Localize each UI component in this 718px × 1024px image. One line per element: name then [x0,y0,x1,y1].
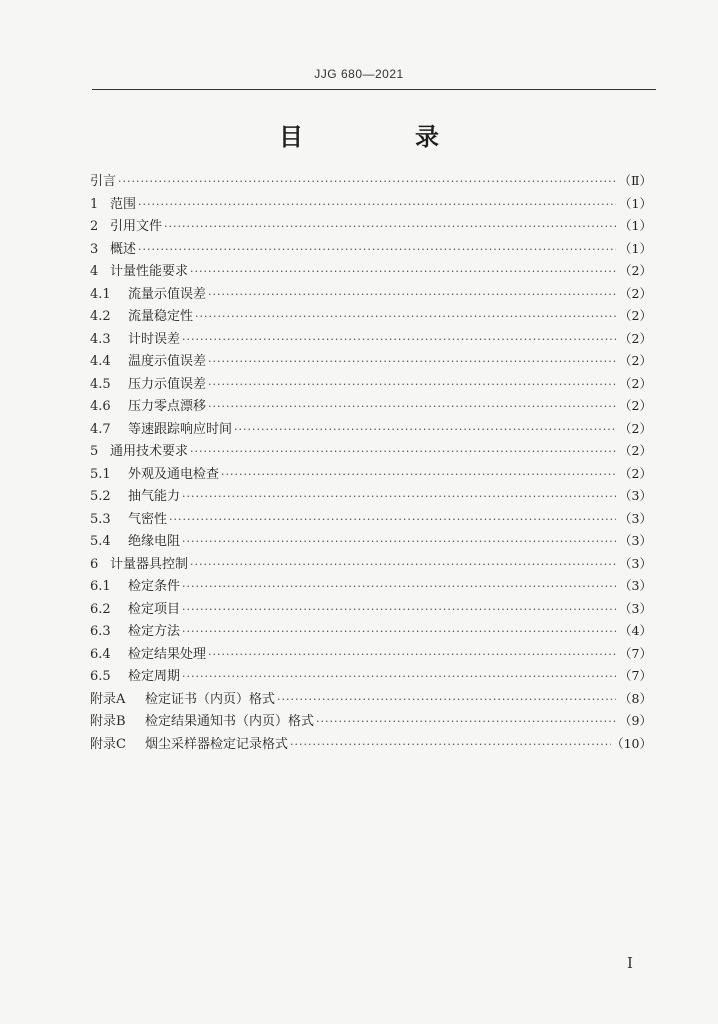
toc-entry-number: 4.4 [90,354,111,369]
toc-entry-number: 5 [90,444,99,459]
toc-entry-number: 附录B [90,714,126,729]
toc-entry-number: 5.4 [90,534,111,549]
toc-entry-number: 附录C [90,736,126,752]
toc-entry[interactable] [90,283,652,306]
toc-dot-leader [180,535,616,548]
toc-entry[interactable] [90,170,652,193]
toc-entry-number: 5.2 [90,489,111,504]
toc-entry[interactable] [90,215,652,238]
toc-dot-leader [136,198,616,211]
toc-entry-title: 压力示值误差 [128,376,207,392]
header-rule [92,89,656,90]
toc-entry-number: 2 [90,219,99,234]
toc-dot-leader [206,648,616,661]
toc-entry[interactable] [90,395,652,418]
toc-entry[interactable] [90,733,652,756]
toc-dot-leader [219,468,616,481]
toc-entry-page: （7） [619,645,652,661]
toc-entry[interactable] [90,418,652,441]
toc-dot-leader [188,558,616,571]
toc-entry-title: 检定周期 [128,669,181,684]
toc-dot-leader [206,288,616,301]
toc-entry-title: 引用文件 [110,219,163,234]
toc-dot-leader [162,220,616,233]
toc-dot-leader [180,670,616,683]
toc-entry-title: 概述 [110,241,137,257]
toc-entry-page: （1） [619,218,652,233]
toc-dot-leader [180,625,616,638]
toc-dot-leader [188,265,616,278]
toc-entry-page: （2） [619,465,652,481]
toc-entry-page: （1） [619,195,652,211]
toc-entry-title: 引言 [90,174,117,189]
toc-entry-page: （10） [611,735,652,751]
toc-entry-title: 通用技术要求 [110,444,189,459]
toc-entry[interactable] [90,643,652,666]
table-of-contents [90,170,652,755]
toc-entry-title: 范围 [110,196,137,212]
toc-dot-leader [167,513,616,526]
toc-entry-page: （1） [619,240,652,256]
toc-dot-leader [136,243,616,256]
toc-entry-page: （3） [619,555,652,571]
toc-dot-leader [180,580,616,593]
toc-entry[interactable] [90,575,652,598]
toc-entry-page: （8） [619,690,652,706]
toc-entry-title: 流量示值误差 [128,286,207,302]
toc-entry-title: 外观及通电检查 [128,466,220,482]
toc-entry[interactable] [90,440,652,463]
toc-entry-number: 3 [90,241,99,257]
toc-dot-leader [116,175,616,188]
toc-entry[interactable] [90,305,652,328]
toc-dot-leader [180,490,616,503]
toc-entry-page: （3） [619,533,652,548]
toc-dot-leader [206,378,616,391]
toc-entry-title: 检定项目 [128,601,181,617]
toc-entry[interactable] [90,485,652,508]
page-number: I [627,954,633,972]
toc-entry[interactable] [90,193,652,216]
toc-entry-page: （2） [619,263,652,278]
toc-entry-title: 计量器具控制 [110,556,189,572]
toc-entry-title: 计量性能要求 [110,264,189,279]
toc-entry-number: 1 [90,196,99,212]
toc-entry[interactable] [90,260,652,283]
toc-entry[interactable] [90,688,652,711]
toc-entry-page: （2） [619,398,652,413]
toc-dot-leader [275,693,616,706]
toc-title: 目 录 [279,122,483,151]
toc-entry-page: （7） [619,668,652,683]
toc-dot-leader [193,310,616,323]
toc-entry-number: 6.1 [90,579,111,594]
toc-entry-title: 压力零点漂移 [128,399,207,414]
toc-entry-title: 检定条件 [128,579,181,594]
toc-entry-page: （4） [619,623,652,638]
toc-entry-number: 6.5 [90,669,111,684]
toc-entry-title: 计时误差 [128,331,181,347]
toc-entry-page: （2） [619,443,652,458]
toc-entry-title: 等速跟踪响应时间 [128,421,233,437]
toc-entry-number: 5.1 [90,466,111,482]
toc-entry-number: 6.2 [90,601,111,617]
toc-entry[interactable] [90,530,652,553]
toc-entry-page: （2） [619,308,652,323]
toc-entry[interactable] [90,598,652,621]
toc-dot-leader [206,400,616,413]
toc-entry-number: 6.4 [90,646,111,662]
toc-entry[interactable] [90,665,652,688]
toc-entry-title: 检定方法 [128,624,181,639]
toc-entry-number: 4.6 [90,399,111,414]
document-code: JJG 680—2021 [314,67,404,81]
toc-entry[interactable] [90,238,652,261]
toc-entry-number: 4 [90,264,99,279]
toc-entry-page: （3） [619,510,652,526]
toc-entry[interactable] [90,620,652,643]
toc-entry-title: 抽气能力 [128,489,181,504]
toc-entry-title: 绝缘电阻 [128,534,181,549]
toc-dot-leader [206,355,616,368]
toc-entry[interactable] [90,553,652,576]
toc-entry-title: 烟尘采样器检定记录格式 [145,736,289,752]
toc-entry-number: 附录A [90,691,126,707]
toc-entry-page: （3） [619,578,652,593]
toc-entry-number: 4.3 [90,331,111,347]
toc-dot-leader [188,445,616,458]
toc-entry-number: 4.7 [90,421,111,437]
toc-entry[interactable] [90,463,652,486]
toc-entry-page: （Ⅱ） [618,173,652,188]
toc-entry-page: （2） [619,353,652,368]
toc-entry-number: 6.3 [90,624,111,639]
toc-entry[interactable] [90,328,652,351]
toc-entry-title: 检定结果通知书（内页）格式 [145,714,315,729]
toc-entry-page: （2） [619,285,652,301]
toc-entry-number: 4.1 [90,286,111,302]
toc-entry-title: 检定证书（内页）格式 [145,691,276,707]
toc-entry-title: 检定结果处理 [128,646,207,662]
toc-entry-number: 4.5 [90,376,111,392]
toc-entry-page: （2） [619,330,652,346]
toc-entry[interactable] [90,508,652,531]
toc-entry-page: （9） [619,713,652,728]
toc-entry[interactable] [90,373,652,396]
toc-entry[interactable] [90,710,652,733]
toc-dot-leader [314,715,616,728]
toc-dot-leader [180,603,616,616]
toc-entry-page: （3） [619,600,652,616]
toc-entry-title: 流量稳定性 [128,309,194,324]
toc-dot-leader [180,333,616,346]
toc-entry-page: （3） [619,488,652,503]
toc-dot-leader [288,738,611,751]
toc-entry-page: （2） [619,420,652,436]
toc-entry-number: 5.3 [90,511,111,527]
toc-entry-number: 4.2 [90,309,111,324]
toc-entry-page: （2） [619,375,652,391]
toc-entry-title: 温度示值误差 [128,354,207,369]
toc-entry[interactable] [90,350,652,373]
toc-dot-leader [232,423,616,436]
toc-entry-title: 气密性 [128,511,168,527]
toc-entry-number: 6 [90,556,99,572]
